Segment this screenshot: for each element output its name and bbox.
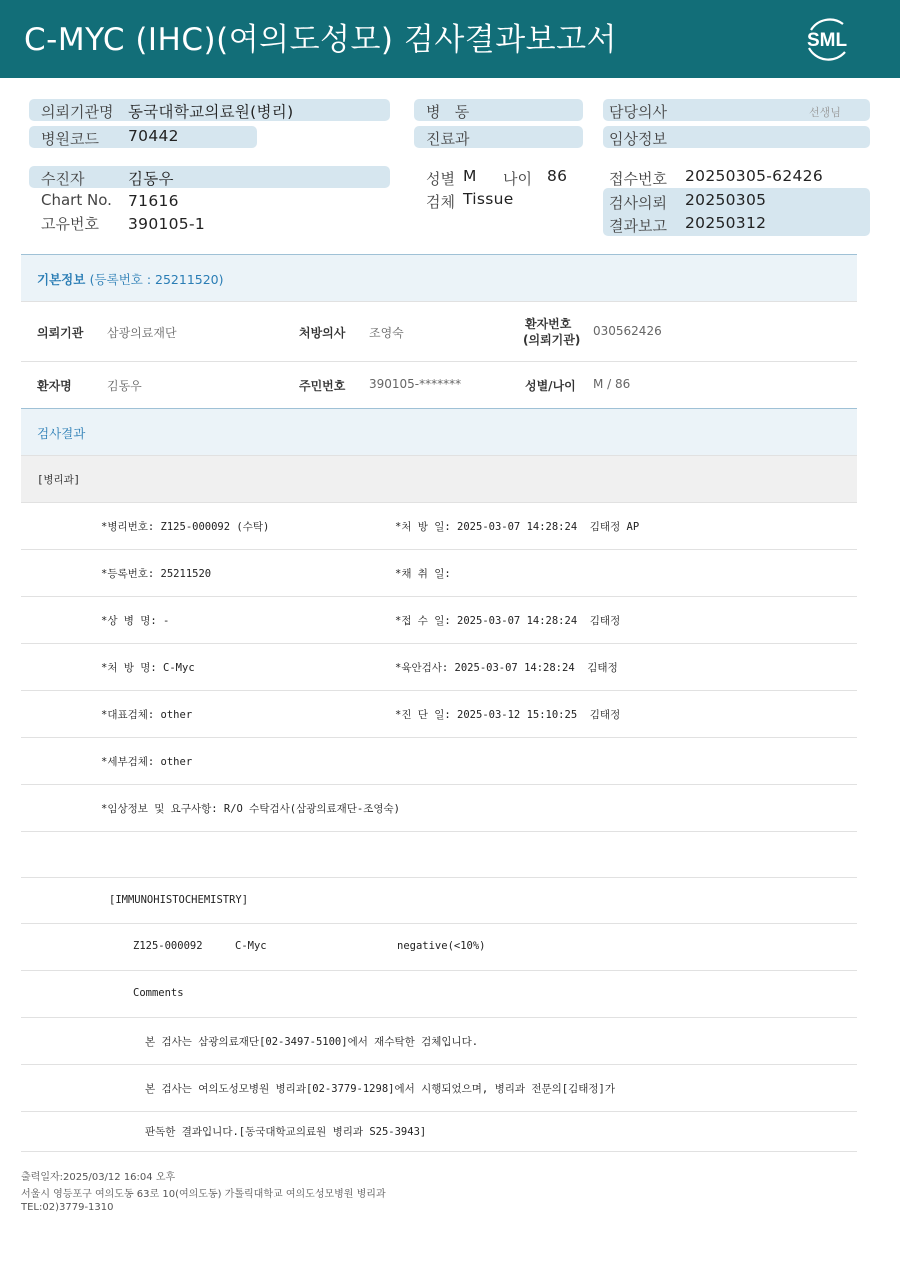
institution-label: 의뢰기관명	[41, 103, 114, 121]
specimen-value: Tissue	[463, 190, 514, 208]
report-header	[0, 0, 900, 78]
results-header	[21, 409, 857, 456]
institution-value: 동국대학교의료원(병리)	[128, 103, 294, 121]
report-date-label: 결과보고	[609, 217, 667, 235]
print-date: 출력일자:2025/03/12 16:04 오후	[21, 1172, 176, 1183]
result-row	[21, 503, 857, 550]
referral-value: 삼광의료재단	[107, 326, 177, 340]
result-left: *등록번호: 25211520	[101, 568, 212, 580]
report-table	[21, 254, 857, 1154]
result-left: *대표검체: other	[101, 709, 193, 721]
prescriber-value: 조영숙	[369, 326, 404, 340]
referral-label: 의뢰기관	[37, 326, 84, 340]
result-row	[21, 691, 857, 738]
comment-text: 본 검사는 삼광의료재단[02-3497-5100]에서 재수탁한 검체입니다.	[145, 1036, 479, 1048]
patient-no-sublabel: (의뢰기관)	[523, 333, 581, 347]
comment-row	[21, 1065, 857, 1112]
request-label: 검사의뢰	[609, 194, 667, 212]
result-row	[21, 550, 857, 597]
patient-value: 김동우	[128, 170, 174, 188]
result-row	[21, 738, 857, 785]
sexage-value: M / 86	[593, 377, 631, 391]
chart-label: Chart No.	[41, 191, 112, 209]
specimen-label: 검체	[426, 193, 455, 211]
sml-logo	[797, 12, 857, 66]
result-left: *세부검체: other	[101, 756, 193, 768]
comments-label-row	[21, 971, 857, 1018]
result-left: *처 방 명: C-Myc	[101, 662, 195, 674]
sex-value: M	[463, 167, 477, 185]
doctor-label: 담당의사	[609, 103, 667, 121]
comment-text: 본 검사는 여의도성모병원 병리과[02-3779-1298]에서 시행되었으며, 병리과 전문의[김태정]가	[145, 1083, 615, 1095]
prescriber-label: 처방의사	[299, 326, 346, 340]
chart-value: 71616	[128, 192, 179, 210]
sexage-label: 성별/나이	[525, 379, 576, 393]
patient-no-label: 환자번호	[525, 317, 572, 331]
ihc-header: [IMMUNOHISTOCHEMISTRY]	[109, 894, 249, 906]
logo-text: SML	[806, 30, 848, 51]
name-label: 환자명	[37, 379, 72, 393]
comments-label: Comments	[133, 987, 184, 999]
basic-info-header	[21, 254, 857, 302]
unique-label: 고유번호	[41, 215, 99, 233]
doctor-suffix: 선생님	[809, 106, 841, 119]
request-value: 20250305	[685, 191, 767, 209]
basic-info-title: 기본정보 (등록번호 : 25211520)	[37, 272, 224, 287]
results-title: 검사결과	[37, 426, 86, 441]
footer-address: 서울시 영등포구 여의도동 63로 10(여의도동) 가톨릭대학교 여의도성모병원 병리과	[21, 1189, 386, 1200]
result-row	[21, 597, 857, 644]
receipt-label: 접수번호	[609, 170, 667, 188]
hospital-code-value: 70442	[128, 127, 179, 145]
ihc-marker: C-Myc	[235, 940, 267, 952]
rrn-label: 주민번호	[299, 379, 346, 393]
dept-row	[21, 456, 857, 503]
report-title: C-MYC (IHC)(여의도성모) 검사결과보고서	[24, 22, 617, 58]
ihc-result: negative(<10%)	[397, 940, 486, 952]
age-value: 86	[547, 167, 568, 185]
registration-note: (등록번호 : 25211520)	[89, 272, 224, 287]
result-left: *상 병 명: -	[101, 615, 170, 627]
basic-info-row-1	[21, 301, 857, 362]
ihc-result-row	[21, 924, 857, 971]
comment-row	[21, 1018, 857, 1065]
report-date-value: 20250312	[685, 214, 767, 232]
result-right: *접 수 일: 2025-03-07 14:28:24 김태정	[395, 615, 621, 627]
age-label: 나이	[503, 170, 532, 188]
ihc-header-row	[21, 878, 857, 924]
footer-tel: TEL:02)3779-1310	[21, 1202, 114, 1213]
dept-label: [병리과]	[37, 474, 81, 486]
result-right: *채 취 일:	[395, 568, 451, 580]
department-label: 진료과	[426, 130, 470, 148]
result-left: *병리번호: Z125-000092 (수탁)	[101, 521, 270, 533]
result-row	[21, 785, 857, 832]
result-right: *육안검사: 2025-03-07 14:28:24 김태정	[395, 662, 618, 674]
ihc-id: Z125-000092	[133, 940, 203, 952]
patient-label: 수진자	[41, 170, 85, 188]
receipt-value: 20250305-62426	[685, 167, 823, 185]
result-left: *임상정보 및 요구사항: R/O 수탁검사(삼광의료재단-조영숙)	[101, 803, 401, 815]
ward-label: 병 동	[426, 103, 470, 121]
result-row	[21, 644, 857, 691]
rrn-value: 390105-*******	[369, 377, 462, 391]
clinical-label: 임상정보	[609, 130, 667, 148]
hospital-code-label: 병원코드	[41, 130, 99, 148]
basic-info-row-2	[21, 362, 857, 409]
name-value: 김동우	[107, 379, 142, 393]
unique-value: 390105-1	[128, 215, 206, 233]
comment-text: 판독한 결과입니다.[동국대학교의료원 병리과 S25-3943]	[145, 1126, 427, 1138]
sex-label: 성별	[426, 170, 455, 188]
result-right: *처 방 일: 2025-03-07 14:28:24 김태정 AP	[395, 521, 640, 533]
result-right: *진 단 일: 2025-03-12 15:10:25 김태정	[395, 709, 621, 721]
blank-row	[21, 832, 857, 878]
comment-row	[21, 1112, 857, 1152]
patient-no-value: 030562426	[593, 324, 662, 338]
